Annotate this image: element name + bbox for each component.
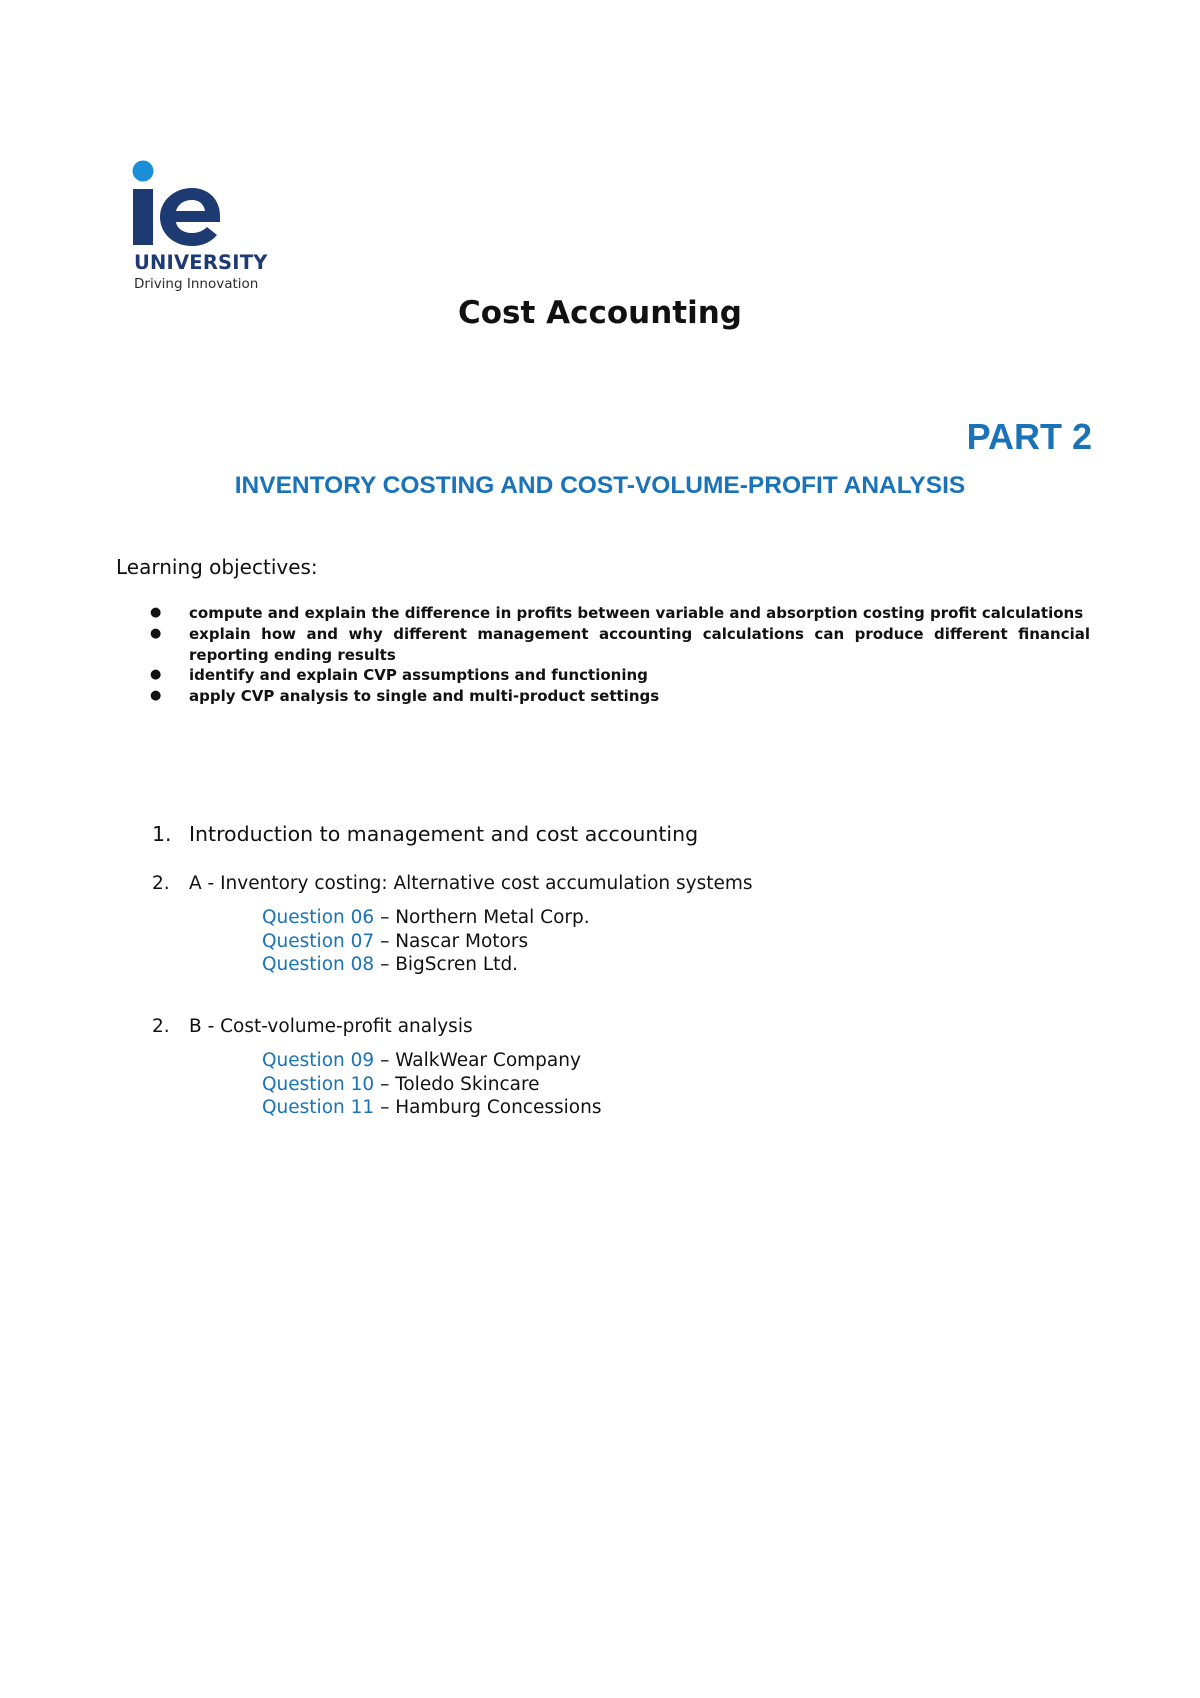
question-link[interactable]: Question 08 (262, 954, 375, 975)
question-separator: – (380, 954, 390, 975)
question-name: BigScren Ltd. (395, 954, 519, 975)
question-name: Nascar Motors (395, 930, 529, 952)
toc-section-title: Introduction to management and cost accounting (189, 822, 699, 846)
question-link[interactable]: Question 10 (262, 1073, 375, 1095)
bullet-icon: ● (150, 667, 162, 683)
part-subtitle: INVENTORY COSTING AND COST-VOLUME-PROFIT ANALYSIS (234, 472, 966, 499)
document-title: Cost Accounting (458, 295, 742, 331)
question-name: Toledo Skincare (395, 1073, 540, 1095)
question-name: Northern Metal Corp. (395, 907, 590, 928)
question-separator: – (380, 1097, 390, 1118)
ie-university-logo (132, 160, 272, 295)
logo-tagline: Driving Innovation (134, 276, 259, 292)
objective-item (148, 665, 1090, 686)
toc-section-title: A - Inventory costing: Alternative cost accumulation systems (189, 873, 753, 894)
question-name: WalkWear Company (395, 1050, 581, 1071)
question-separator: – (380, 907, 390, 928)
question-item (262, 1049, 601, 1073)
part-label: PART 2 (966, 416, 1092, 457)
toc-section-1 (152, 822, 698, 846)
toc-section-title: B - Cost-volume-profit analysis (189, 1016, 473, 1037)
objective-text: apply CVP analysis to single and multi-product settings (189, 687, 660, 706)
question-item (262, 1073, 601, 1097)
ie-logo-mark (132, 160, 222, 250)
objective-text: compute and explain the difference in profits between variable and absorption costing profit calculations (189, 604, 1084, 622)
objectives-list (148, 603, 1090, 707)
bullet-icon: ● (150, 605, 162, 620)
bullet-icon: ● (150, 688, 162, 704)
toc-section-number: 2. (152, 873, 170, 894)
question-item (262, 930, 590, 954)
question-name: Hamburg Concessions (395, 1097, 602, 1118)
toc-section-number: 2. (152, 1016, 170, 1037)
objective-item (148, 603, 1090, 624)
logo-university-text: UNIVERSITY (134, 251, 268, 274)
question-link[interactable]: Question 06 (262, 907, 375, 928)
toc-section-number: 1. (152, 822, 172, 846)
objective-item (148, 686, 1090, 707)
objective-text: explain how and why different management accounting calculations can produce different financial reporting ending results (189, 624, 1090, 664)
question-separator: – (380, 1073, 390, 1095)
objectives-heading: Learning objectives: (116, 555, 318, 579)
question-separator: – (380, 1050, 390, 1071)
question-list-2a (262, 906, 590, 977)
question-link[interactable]: Question 07 (262, 930, 375, 952)
objective-text: identify and explain CVP assumptions and functioning (189, 666, 648, 685)
objective-item (148, 624, 1090, 666)
logo-e-shape (160, 188, 220, 246)
question-list-2b (262, 1049, 601, 1120)
question-separator: – (380, 930, 390, 952)
question-link[interactable]: Question 11 (262, 1097, 375, 1118)
question-item (262, 1096, 601, 1120)
question-item (262, 906, 590, 930)
logo-i-stem (133, 189, 153, 245)
logo-dot (133, 161, 154, 182)
toc-section-2a (152, 873, 753, 894)
question-link[interactable]: Question 09 (262, 1050, 375, 1071)
bullet-icon: ● (150, 625, 162, 641)
question-item (262, 953, 590, 977)
toc-section-2b (152, 1016, 473, 1037)
